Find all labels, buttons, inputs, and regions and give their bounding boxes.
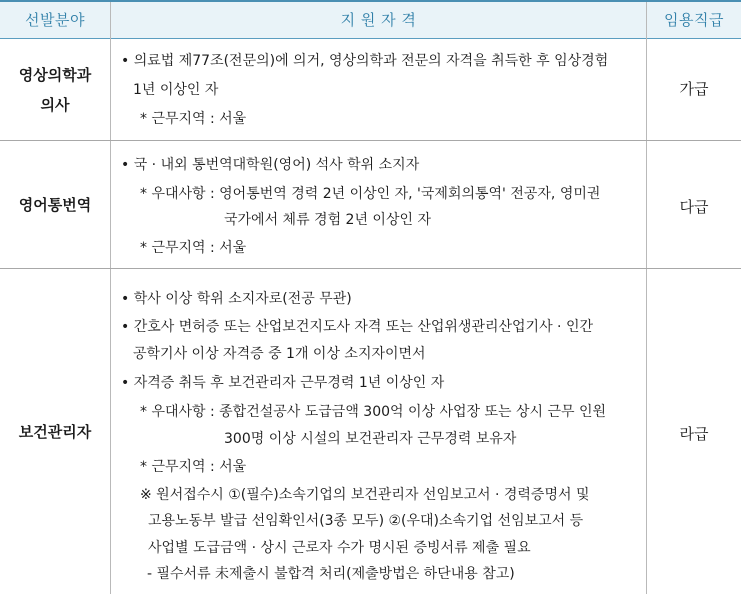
qualification-line: * 우대사항 : 영어통번역 경력 2년 이상인 자, '국제회의통역' 전공자, 영미권	[140, 186, 601, 202]
qualification-line: • 간호사 면허증 또는 산업보건지도사 자격 또는 산업위생관리산업기사 · 인간	[121, 319, 594, 335]
field-label-line: 의사	[40, 96, 70, 114]
grade-cell: 라급	[679, 425, 709, 443]
qualification-line: * 근무지역 : 서울	[140, 111, 247, 127]
field-label-line: 영상의학과	[18, 66, 92, 84]
qualification-line: • 학사 이상 학위 소지자로(전공 무관)	[121, 291, 352, 307]
header-qualification: 지 원 자 격	[340, 11, 417, 29]
column-divider	[110, 2, 111, 594]
qualification-line: • 의료법 제77조(전문의)에 의거, 영상의학과 전문의 자격을 취득한 후 임상경험	[121, 53, 609, 69]
qualification-line: * 근무지역 : 서울	[140, 240, 247, 256]
qualification-line: 공학기사 이상 자격증 중 1개 이상 소지자이면서	[133, 346, 426, 362]
header-field: 선발분야	[25, 11, 85, 29]
field-label-line: 보건관리자	[18, 423, 92, 441]
qualification-line: 국가에서 체류 경험 2년 이상인 자	[224, 212, 431, 228]
field-label-line: 영어통번역	[18, 196, 92, 214]
row-divider	[0, 140, 741, 141]
qualification-line: • 자격증 취득 후 보건관리자 근무경력 1년 이상인 자	[121, 375, 445, 391]
qualification-line: • 국 · 내외 통번역대학원(영어) 석사 학위 소지자	[121, 157, 420, 173]
qualification-line: 사업별 도급금액 · 상시 근로자 수가 명시된 증빙서류 제출 필요	[148, 540, 531, 556]
qualification-line: * 우대사항 : 종합건설공사 도급금액 300억 이상 사업장 또는 상시 근무 인원	[140, 404, 607, 420]
qualification-line: 300명 이상 시설의 보건관리자 근무경력 보유자	[224, 431, 517, 447]
field-cell	[0, 190, 110, 220]
qualification-line: * 근무지역 : 서울	[140, 459, 247, 475]
row-divider	[0, 268, 741, 269]
qualification-line: 고용노동부 발급 선임확인서(3종 모두) ②(우대)소속기업 선임보고서 등	[148, 513, 584, 529]
qualification-line: ※ 원서접수시 ①(필수)소속기업의 보건관리자 선임보고서 · 경력증명서 및	[140, 487, 590, 503]
qualification-line: 1년 이상인 자	[133, 82, 219, 98]
field-cell	[0, 60, 110, 120]
table-header	[0, 0, 741, 39]
grade-cell: 가급	[679, 80, 709, 98]
field-cell	[0, 417, 110, 447]
qualification-line: - 필수서류 未제출시 불합격 처리(제출방법은 하단내용 참고)	[147, 566, 515, 582]
grade-cell: 다급	[679, 198, 709, 216]
header-grade: 임용직급	[664, 11, 724, 29]
